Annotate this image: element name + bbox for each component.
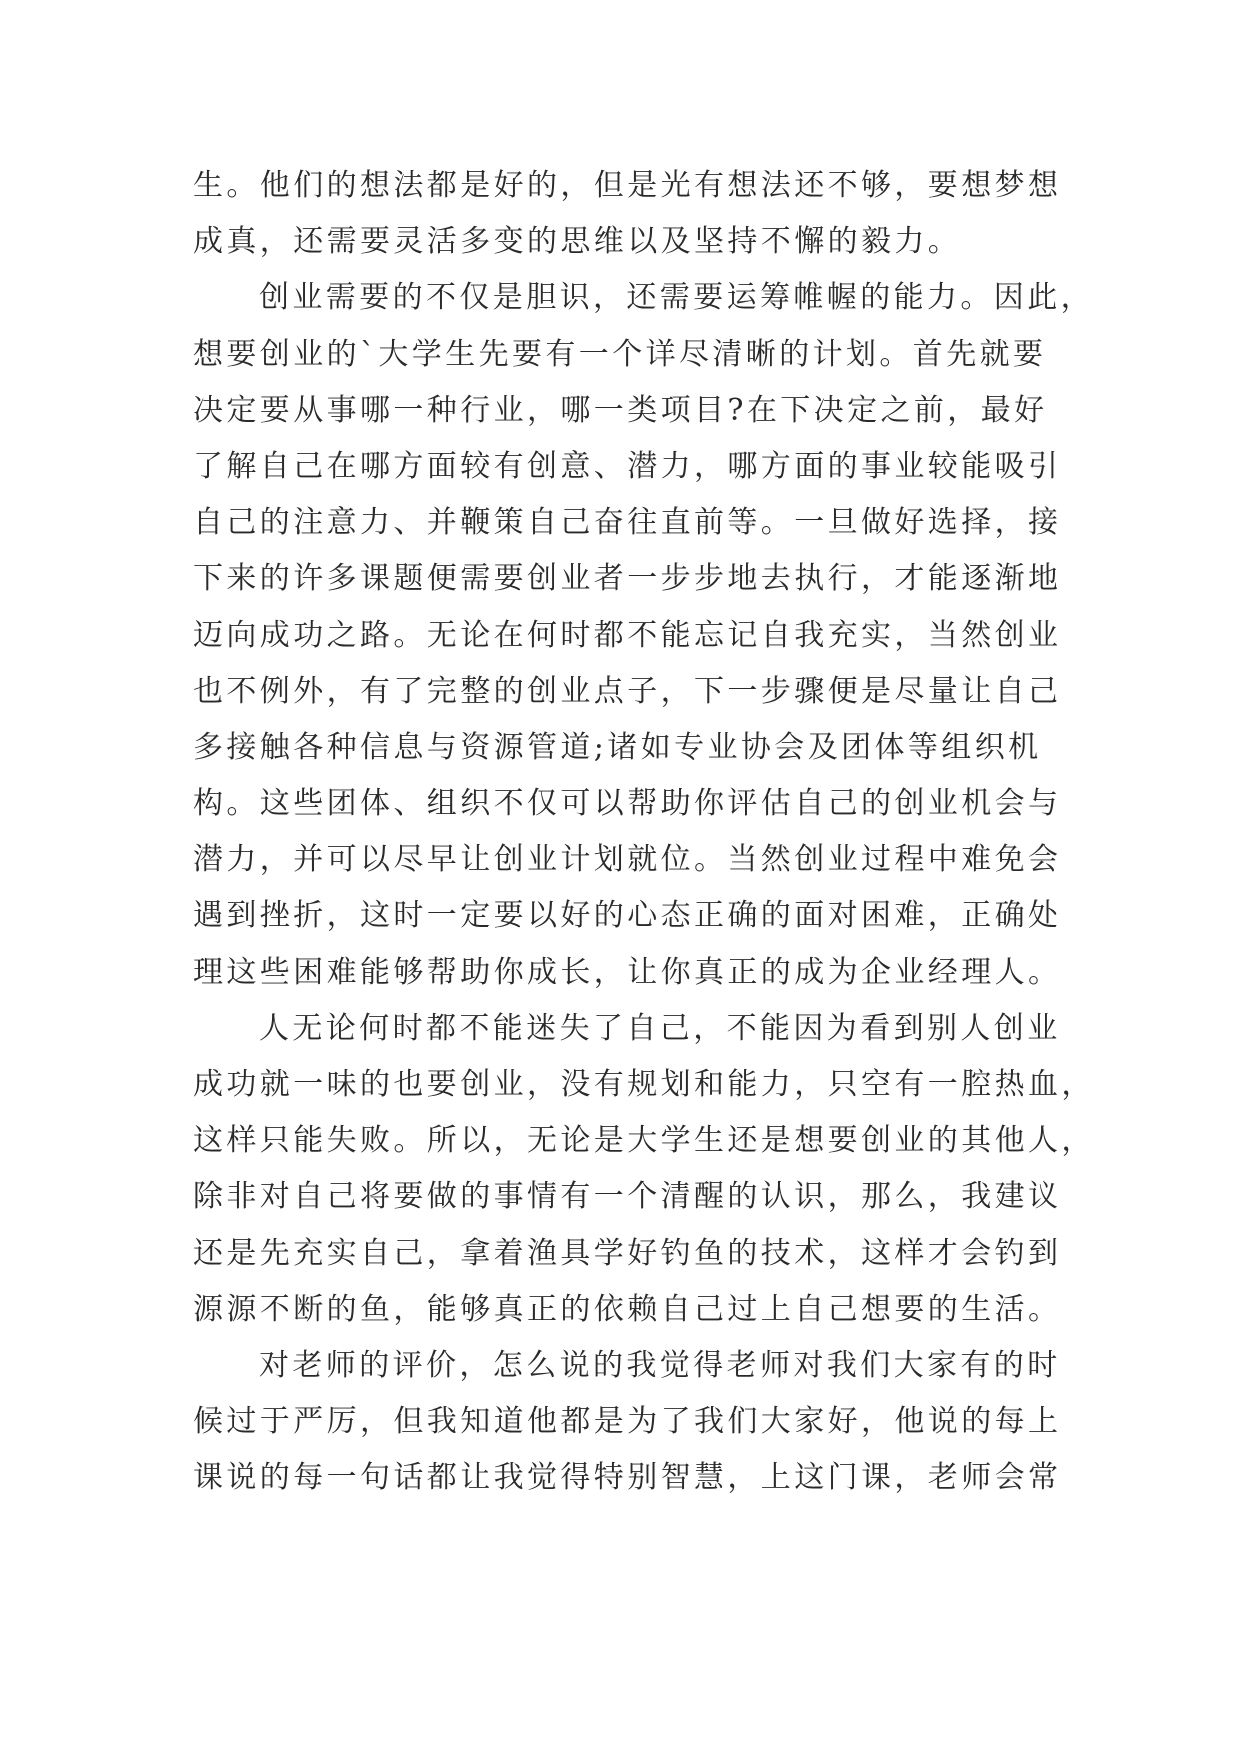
text-line: 遇到挫折，这时一定要以好的心态正确的面对困难，正确处: [193, 898, 1062, 934]
text-line: 成功就一味的也要创业，没有规划和能力，只空有一腔热血，: [193, 1067, 1095, 1102]
text-line: 多接触各种信息与资源管道;诸如专业协会及团体等组织机: [193, 729, 1042, 765]
text-line: 理这些困难能够帮助你成长，让你真正的成为企业经理人。: [193, 954, 1062, 990]
text-line: 潜力，并可以尽早让创业计划就位。当然创业过程中难免会: [193, 842, 1062, 878]
text-line: 成真，还需要灵活多变的思维以及坚持不懈的毅力。: [193, 224, 962, 260]
text-line: 创业需要的不仅是胆识，还需要运筹帷幄的能力。因此，: [259, 280, 1094, 316]
text-line: 候过于严厉，但我知道他都是为了我们大家好，他说的每上: [193, 1404, 1062, 1440]
text-line: 想要创业的`大学生先要有一个详尽清晰的计划。首先就要: [193, 336, 1047, 372]
text-line: 这样只能失败。所以，无论是大学生还是想要创业的其他人，: [193, 1123, 1095, 1159]
body-text: [193, 158, 1095, 1507]
text-line: 人无论何时都不能迷失了自己，不能因为看到别人创业: [259, 1010, 1061, 1046]
text-line: 源源不断的鱼，能够真正的依赖自己过上自己想要的生活。: [193, 1291, 1062, 1327]
text-line: 生。他们的想法都是好的，但是光有想法还不够，要想梦想: [193, 168, 1062, 203]
text-line: 构。这些团体、组织不仅可以帮助你评估自己的创业机会与: [193, 786, 1062, 822]
text-line: 决定要从事哪一种行业，哪一类项目?在下决定之前，最好: [193, 392, 1048, 428]
text-line: 对老师的评价，怎么说的我觉得老师对我们大家有的时: [259, 1347, 1061, 1383]
text-line: 除非对自己将要做的事情有一个清醒的认识，那么，我建议: [193, 1179, 1062, 1215]
text-line: 自己的注意力、并鞭策自己奋往直前等。一旦做好选择，接: [193, 505, 1062, 541]
text-line: 了解自己在哪方面较有创意、潜力，哪方面的事业较能吸引: [193, 448, 1062, 484]
text-line: 也不例外，有了完整的创业点子，下一步骤便是尽量让自己: [193, 673, 1062, 709]
text-line: 迈向成功之路。无论在何时都不能忘记自我充实，当然创业: [193, 617, 1062, 653]
text-line: 课说的每一句话都让我觉得特别智慧，上这门课，老师会常: [193, 1460, 1062, 1496]
text-line: 下来的许多课题便需要创业者一步步地去执行，才能逐渐地: [193, 561, 1062, 597]
text-line: 还是先充实自己，拿着渔具学好钓鱼的技术，这样才会钓到: [193, 1235, 1062, 1271]
